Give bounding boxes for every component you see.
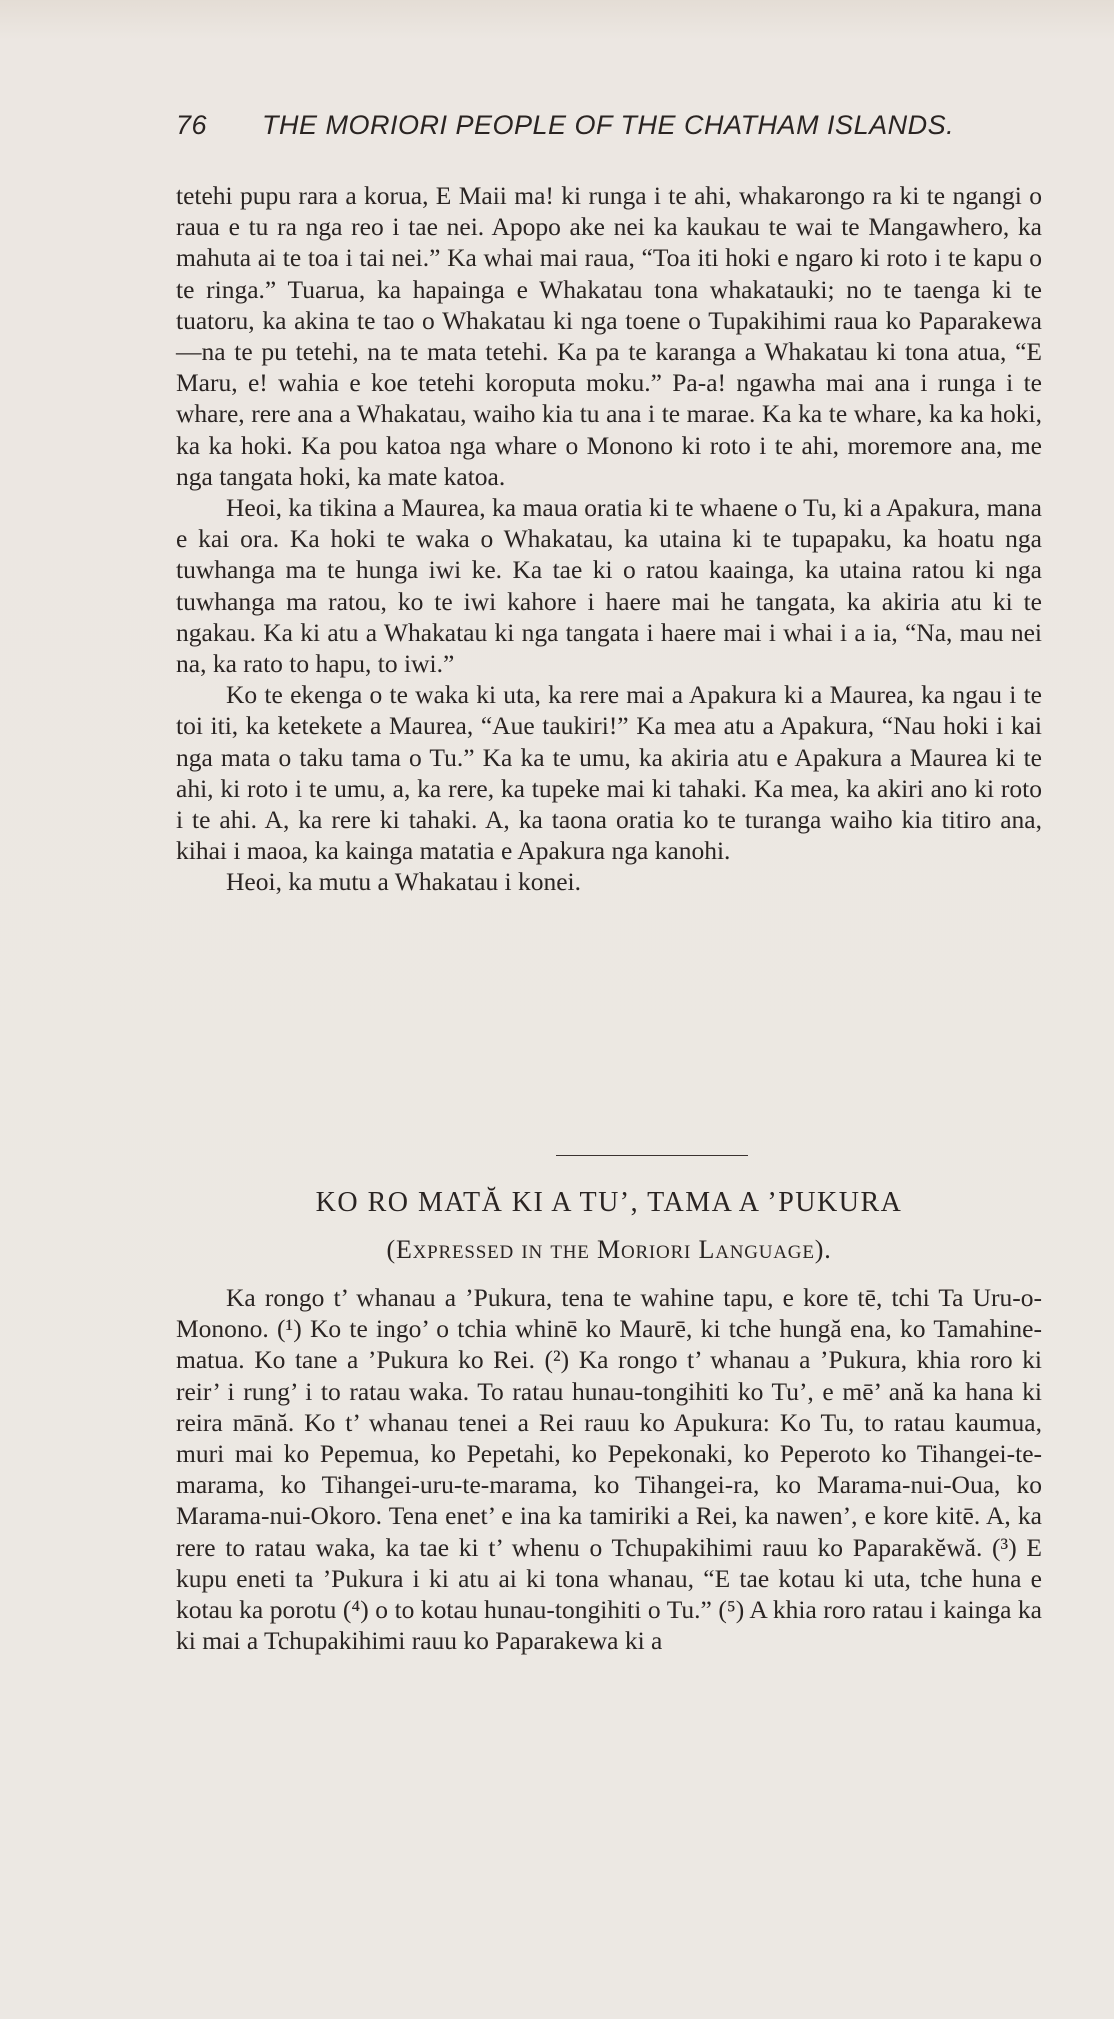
section-divider — [556, 1155, 748, 1156]
subtitle-word-rest: IN — [521, 1242, 544, 1263]
paragraph: tetehi pupu rara a korua, E Maii ma! ki runga i te ahi, whakarongo ra ki te ngangi o raua e tu ra nga reo i tae nei. Apopo ake nei ka kaukau te wai te Mangawhero, ka mahuta ai te toa i tai nei.” Ka whai mai raua, “Toa iti hoki e ngaro ki roto i te kapu o te ringa.” Tuarua, ka hapainga e Whakatau tona whakatauki; no te taenga ki te tuatoru, ka akina te tao o Whakatau ki nga toene o Tupakihimi raua ko Paparakewa—na te pu tetehi, na te mata tetehi. Ka pa te karanga a Whakatau ki tona atua, “E Maru, e! wahia e koe tetehi koroputa moku.” Pa-a! ngawha mai ana i runga i te whare, rere ana a Whakatau, waiho kia tu ana i te marae. Ka ka te whare, ka ka hoki, ka ka hoki. Ka pou katoa nga whare o Monono ki roto i te ahi, moremore ana, me nga tangata hoki, ka mate katoa. — [176, 181, 1042, 491]
paragraph: Heoi, ka tikina a Maurea, ka maua oratia ki te whaene o Tu, ki a Apakura, mana e kai ora. Ka hoki te waka o Whakatau, ka utaina ki te tupapaku, ka hoatu nga tuwhanga ma te hunga iwi ke. Ka tae ki o ratou kaainga, ka utaina ratou ki nga tuwhanga ma ratou, ko te iwi kahore i haere mai he tangata, ka akiria atu ki te ngakau. Ka ki atu a Whakatau ki nga tangata i haere mai i whai i a ia, “Na, mau nei na, ka rato to hapu, to iwi.” — [176, 493, 1042, 679]
subtitle-word-rest: ORIORI — [620, 1242, 692, 1263]
section-title: KO RO MATĂ KI A TU’, TAMA A ’PUKURA — [315, 1187, 903, 1218]
subtitle-word-rest: ANGUAGE — [715, 1242, 815, 1263]
maori-text-block — [176, 180, 1042, 898]
paragraph: Heoi, ka mutu a Whakatau i konei. — [226, 867, 582, 897]
subtitle-word-rest: THE — [550, 1242, 590, 1263]
section-subtitle — [176, 1235, 1042, 1265]
subtitle-word-initial: E — [395, 1235, 413, 1264]
paragraph: Ko te ekenga o te waka ki uta, ka rere mai a Apakura ki a Maurea, ka ngau i te toi iti, ka ketekete a Maurea, “Aue taukiri!” Ka mea atu a Apakura, “Nau hoki i kai nga mata o taku tama o Tu.” Ka ka te umu, ka akiria atu e Apakura a Maurea ki te ahi, ki roto i te umu, a, ka rere, ka tupeke mai ki tahaki. Ka mea, ka akiri ano ki roto i te ahi. A, ka rere ki tahaki. A, ka taona oratia ko te turanga waiho kia titiro ana, kihai i maoa, ka kainga matatia e Apakura nga kanohi. — [176, 680, 1042, 866]
page-number: 76 — [176, 110, 208, 140]
paragraph: Ka rongo t’ whanau a ’Pukura, tena te wahine tapu, e kore tē, tchi Ta Uru-o-Monono. (¹) Ko te ingo’ o tchia whinē ko Maurē, ki tche hungă ena, ko Tamahine-matua. Ko tane a ’Pukura ko Rei. (²) Ka rongo t’ whanau a ’Pukura, khia roro ki reir’ i rung’ i to ratau waka. To ratau hunau-tongihiti ko Tu’, e mē’ ană ka hana ki reira mānă. Ko t’ whanau tenei a Rei rauu ko Apukura: Ko Tu, to ratau kaumua, muri mai ko Pepemua, ko Pepetahi, ko Pepekonaki, ko Peperoto ko Tihangei-te-marama, ko Tihangei-uru-te-marama, ko Tihangei-ra, ko Marama-nui-Oua, ko Marama-nui-Okoro. Tena enet’ e ina ka tamiriki a Rei, ka nawen’, e kore kitē. A, ka rere to ratau waka, ka tae ki t’ whenu o Tchupakihimi rauu ko Paparakĕwă. (³) E kupu eneti ta ’Pukura i ki atu ai ki tona whanau, “E tae kotau ki uta, tche huna e kotau ka porotu (⁴) o to kotau hunau-tongihiti o Tu.” (⁵) A khia roro ratau i kainga ka ki mai a Tchupakihimi rauu ko Paparakewa ki a — [176, 1283, 1042, 1656]
subtitle-word-rest: XPRESSED — [412, 1242, 515, 1263]
moriori-text-block — [176, 1282, 1042, 1656]
subtitle-paren-close: ). — [814, 1235, 832, 1264]
subtitle-paren-open: ( — [386, 1235, 396, 1264]
subtitle-word-initial: M — [597, 1235, 621, 1264]
running-title: THE MORIORI PEOPLE OF THE CHATHAM ISLANDS. — [262, 110, 955, 140]
subtitle-word-initial: L — [698, 1235, 716, 1264]
page-header — [176, 110, 976, 150]
